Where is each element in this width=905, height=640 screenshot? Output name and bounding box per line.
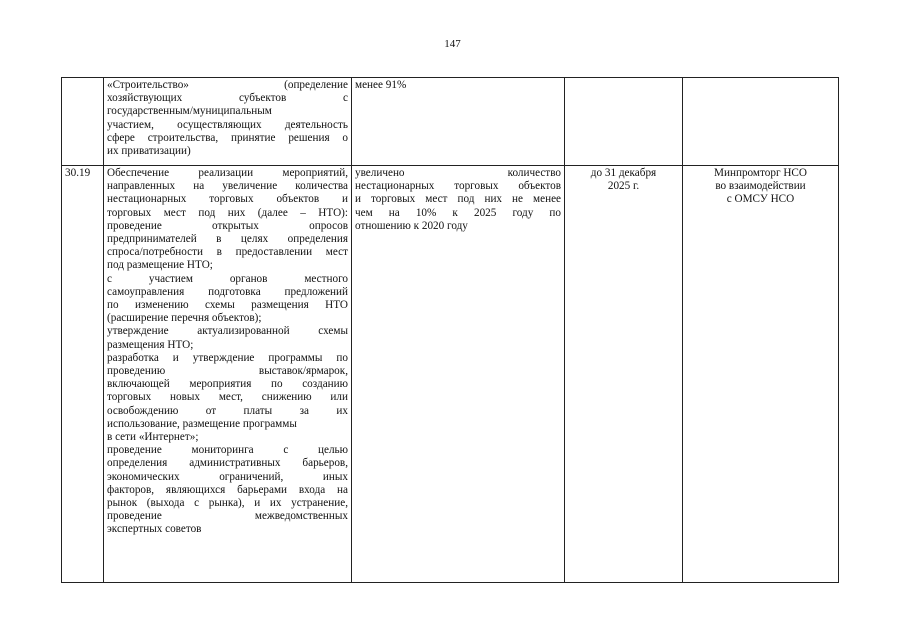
responsible-cell	[683, 166, 839, 583]
text-line: использование, размещение программы	[107, 417, 297, 430]
text-line: увеличено количество	[355, 167, 561, 179]
table-row	[62, 78, 839, 166]
text-line: экспертных советов	[107, 523, 202, 536]
text-line: с участием органов местного	[107, 272, 348, 285]
text-line: предпринимателей в целях определения	[107, 233, 348, 246]
text-line: участием, осуществляющих деятельность	[107, 118, 348, 131]
row-number: 30.19	[65, 167, 91, 179]
text-line: сфере строительства, принятие решения о	[107, 131, 348, 144]
deadline-cell	[565, 166, 683, 583]
text-line: «Строительство» (определение	[107, 79, 348, 91]
text-line: спроса/потребности в предоставлении мест	[107, 246, 348, 259]
text-line: определения административных барьеров,	[107, 457, 348, 470]
result-cell	[352, 166, 565, 583]
measures-table	[61, 77, 839, 583]
text-line: во взаимодействии	[715, 180, 806, 193]
text-line: проведение межведомственных	[107, 510, 348, 523]
text-line: их приватизации)	[107, 145, 191, 158]
measure-cell	[104, 166, 352, 583]
text-line: до 31 декабря	[590, 167, 657, 179]
text-line: и торговых мест под них не менее	[355, 193, 561, 206]
text-line: торговых мест под них (далее – НТО):	[107, 206, 348, 219]
text-line: экономических ограничений, иных	[107, 470, 348, 483]
text-line: направленных на увеличение количества	[107, 180, 348, 193]
text-line: утверждение актуализированной схемы	[107, 325, 348, 338]
deadline-cell	[565, 78, 683, 166]
text-line: государственным/муниципальным	[107, 105, 272, 118]
result-cell	[352, 78, 565, 166]
text-line: рынок (выхода с рынка), и их устранение,	[107, 497, 348, 510]
text-line: по изменению схемы размещения НТО	[107, 299, 348, 312]
page-number: 147	[444, 38, 461, 50]
text-line: чем на 10% к 2025 году по	[355, 206, 561, 219]
responsible-cell	[683, 78, 839, 166]
text-line: проведению выставок/ярмарок,	[107, 365, 348, 378]
text-line: с ОМСУ НСО	[726, 193, 795, 206]
text-line: под размещение НТО;	[107, 259, 213, 272]
text-line: Обеспечение реализации мероприятий,	[107, 167, 348, 179]
text-line: факторов, являющихся барьерами входа на	[107, 483, 348, 496]
text-line: хозяйствующих субъектов с	[107, 92, 348, 105]
text-line: менее 91%	[355, 79, 407, 91]
text-line: торговых новых мест, снижению или	[107, 391, 348, 404]
text-line: проведение мониторинга с целью	[107, 444, 348, 457]
table-row	[62, 166, 839, 583]
row-number-cell	[62, 166, 104, 583]
text-line: включающей мероприятия по созданию	[107, 378, 348, 391]
text-line: 2025 г.	[607, 180, 640, 193]
text-line: нестационарных торговых объектов	[355, 180, 561, 193]
text-line: Минпромторг НСО	[714, 167, 807, 179]
text-line: (расширение перечня объектов);	[107, 312, 262, 325]
text-line: проведение открытых опросов	[107, 219, 348, 232]
row-number-cell	[62, 78, 104, 166]
text-line: размещения НТО;	[107, 338, 194, 351]
text-line: нестационарных торговых объектов и	[107, 193, 348, 206]
text-line: разработка и утверждение программы по	[107, 351, 348, 364]
measure-cell	[104, 78, 352, 166]
text-line: самоуправления подготовка предложений	[107, 285, 348, 298]
text-line: отношению к 2020 году	[355, 219, 468, 232]
text-line: в сети «Интернет»;	[107, 431, 199, 444]
text-line: освобождению от платы за их	[107, 404, 348, 417]
